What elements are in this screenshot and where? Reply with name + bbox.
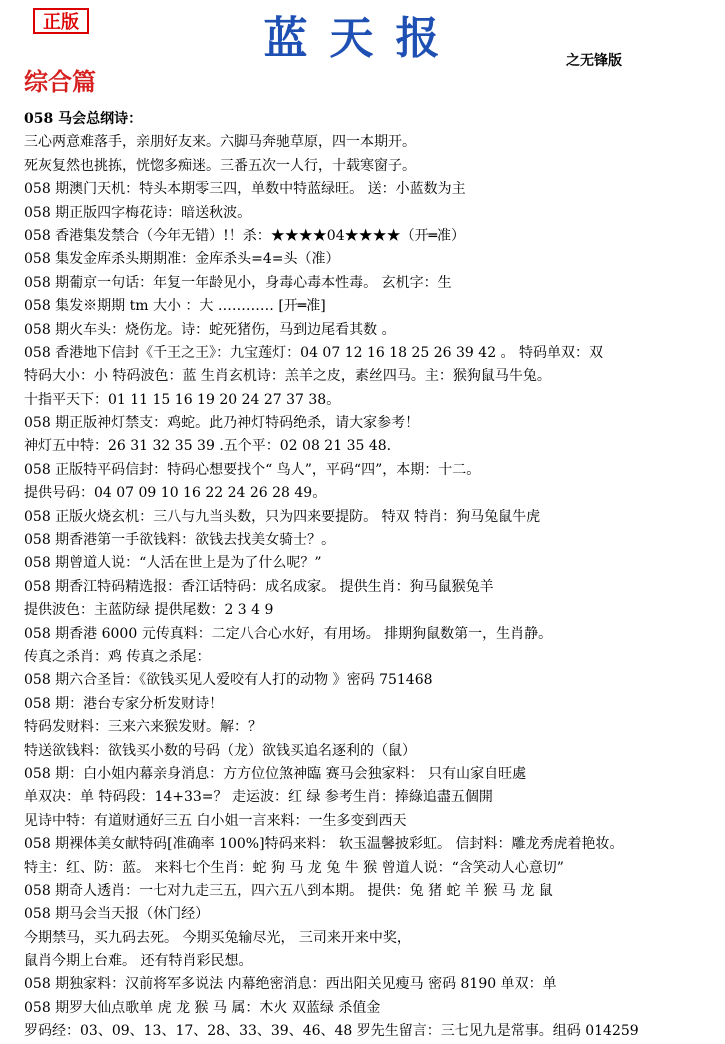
- authentic-stamp: 正版: [33, 8, 89, 34]
- content-line: 058 期香港 6000 元传真料：二定八合心水好，有用场。 排期狗鼠数第一，生肖静。: [24, 625, 553, 642]
- content-line: 058 香港地下信封《千王之王》：九宝莲灯：04 07 12 16 18 25 26 39 42 。 特码单双：双: [24, 344, 604, 361]
- content-line: 神灯五中特：26 31 32 35 39 .五个平：02 08 21 35 48.: [24, 438, 392, 455]
- content-line: 死灰复然也挑拣，恍惚多痴迷。三番五次一人行，十载寒窗子。: [24, 157, 416, 174]
- content-line: 特送欲钱料：欲钱买小数的号码（龙）欲钱买追名逐利的（鼠）: [24, 742, 416, 759]
- content-line: 058 香港集发禁合（今年无错）!！杀：★★★★04★★★★（开═准）: [24, 227, 466, 244]
- content-line: 058 期马会当天报（休门经）: [24, 906, 210, 923]
- content-line: 058 期火车头：烧伤龙。诗：蛇死猪伤，马到边尾看其数 。: [24, 321, 396, 338]
- content-line: 058 期裸体美女献特码[准确率 100%]特码来料： 软玉温馨披彩虹。 信封料：雕龙秀虎着艳妆。: [24, 836, 624, 853]
- content-line: 058 集发金库杀头期期准：金库杀头=4=头（准）: [24, 251, 340, 268]
- content-line: 三心两意难落手，亲朋好友来。六脚马奔驰草原，四一本期开。: [24, 134, 416, 151]
- page-header: [0, 0, 725, 110]
- content-line: 鼠肖今期上台难。 还有特肖彩民想。: [24, 953, 253, 970]
- content-line: 058 期六合圣旨：《欲钱买见人爱咬有人打的动物 》密码 751468: [24, 672, 433, 689]
- content-line: 058 期正版神灯禁支：鸡蛇。此乃神灯特码绝杀，请大家参考！: [24, 415, 420, 432]
- content-line: 058 期香江特码精选报：香江话特码：成名成家。 提供生肖：狗马鼠猴兔羊: [24, 578, 494, 595]
- content-line: 单双决：单 特码段：14+33=？ 走运波：红 绿 参考生肖：捧綠追盡五個開: [24, 789, 493, 806]
- content-line: 见诗中特：有道财通好三五 白小姐一言来料：一生多变到西天: [24, 812, 407, 829]
- edition-label: 之无锋版: [566, 53, 622, 69]
- content-line: 058 期曾道人说：“人活在世上是为了什么呢？”: [24, 555, 322, 572]
- content-lines: [24, 108, 714, 1044]
- content-line: 058 期独家料：汉前将军多说法 内幕绝密消息：西出阳关见瘦马 密码 8190 单双：单: [24, 976, 557, 993]
- content-line: 058 正版火烧玄机：三八与九当头数，只为四来要提防。 特双 特肖：狗马兔鼠牛虎: [24, 508, 541, 525]
- content-line: 特码发财料：三来六来猴发财。解：？: [24, 719, 262, 736]
- content-line: 058 期香港第一手欲钱料：欲钱去找美女骑士？。: [24, 532, 336, 549]
- content-line: 058 期正版四字梅花诗：暗送秋波。: [24, 204, 252, 221]
- content-line: 提供号码：04 07 09 10 16 22 24 26 28 49。: [24, 485, 327, 502]
- content-line: 058 正版特平码信封：特码心想要找个“ 鸟人”，平码“四”，本期：十二。: [24, 461, 481, 478]
- content-line: 十指平天下：01 11 15 16 19 20 24 27 37 38。: [24, 391, 341, 408]
- content-line: 传真之杀肖：鸡 传真之杀尾：: [24, 648, 211, 665]
- content-line: 罗码经：03、09、13、17、28、33、39、46、48 罗先生留言：三七见九是常事。组码 014259: [24, 1023, 639, 1040]
- content-line: 提供波色：主蓝防绿 提供尾数：2 3 4 9: [24, 602, 274, 619]
- content-line: 058 期：白小姐内幕亲身消息：方方位位煞神臨 赛马会独家料： 只有山家自旺處: [24, 765, 527, 782]
- content-line: 今期禁马，买九码去死。 今期买兔输尽光， 三司来开来中奖，: [24, 929, 411, 946]
- content-line: 058 集发※期期 tm 大小 ：大 ………… [开═准]: [24, 298, 326, 315]
- content-line: 特码大小：小 特码波色：蓝 生肖玄机诗：羔羊之皮，素丝四马。主：猴狗鼠马牛兔。: [24, 368, 551, 385]
- newspaper-title: 蓝天报: [263, 13, 462, 64]
- content-line: 058 期奇人透肖：一七对九走三五，四六五八到本期。 提供：兔 猪 蛇 羊 猴 马 龙 鼠: [24, 882, 553, 899]
- content-line: 058 期罗大仙点歌单 虎 龙 猴 马 属：木火 双蓝绿 杀值金: [24, 999, 381, 1016]
- content-line: 特主：红、防：蓝。 来料七个生肖：蛇 狗 马 龙 兔 牛 猴 曾道人说：“含笑动人心意切”: [24, 859, 564, 876]
- content-line: 058 马会总纲诗：: [24, 111, 143, 127]
- content-line: 058 期澳门天机：特头本期零三四，单数中特蓝绿旺。 送：小蓝数为主: [24, 181, 466, 198]
- content-line: 058 期：港台专家分析发财诗！: [24, 695, 224, 712]
- section-title: 综合篇: [24, 67, 96, 96]
- content-line: 058 期葡京一句话：年复一年龄见小，身毒心毒本性毒。 玄机字：生: [24, 274, 452, 291]
